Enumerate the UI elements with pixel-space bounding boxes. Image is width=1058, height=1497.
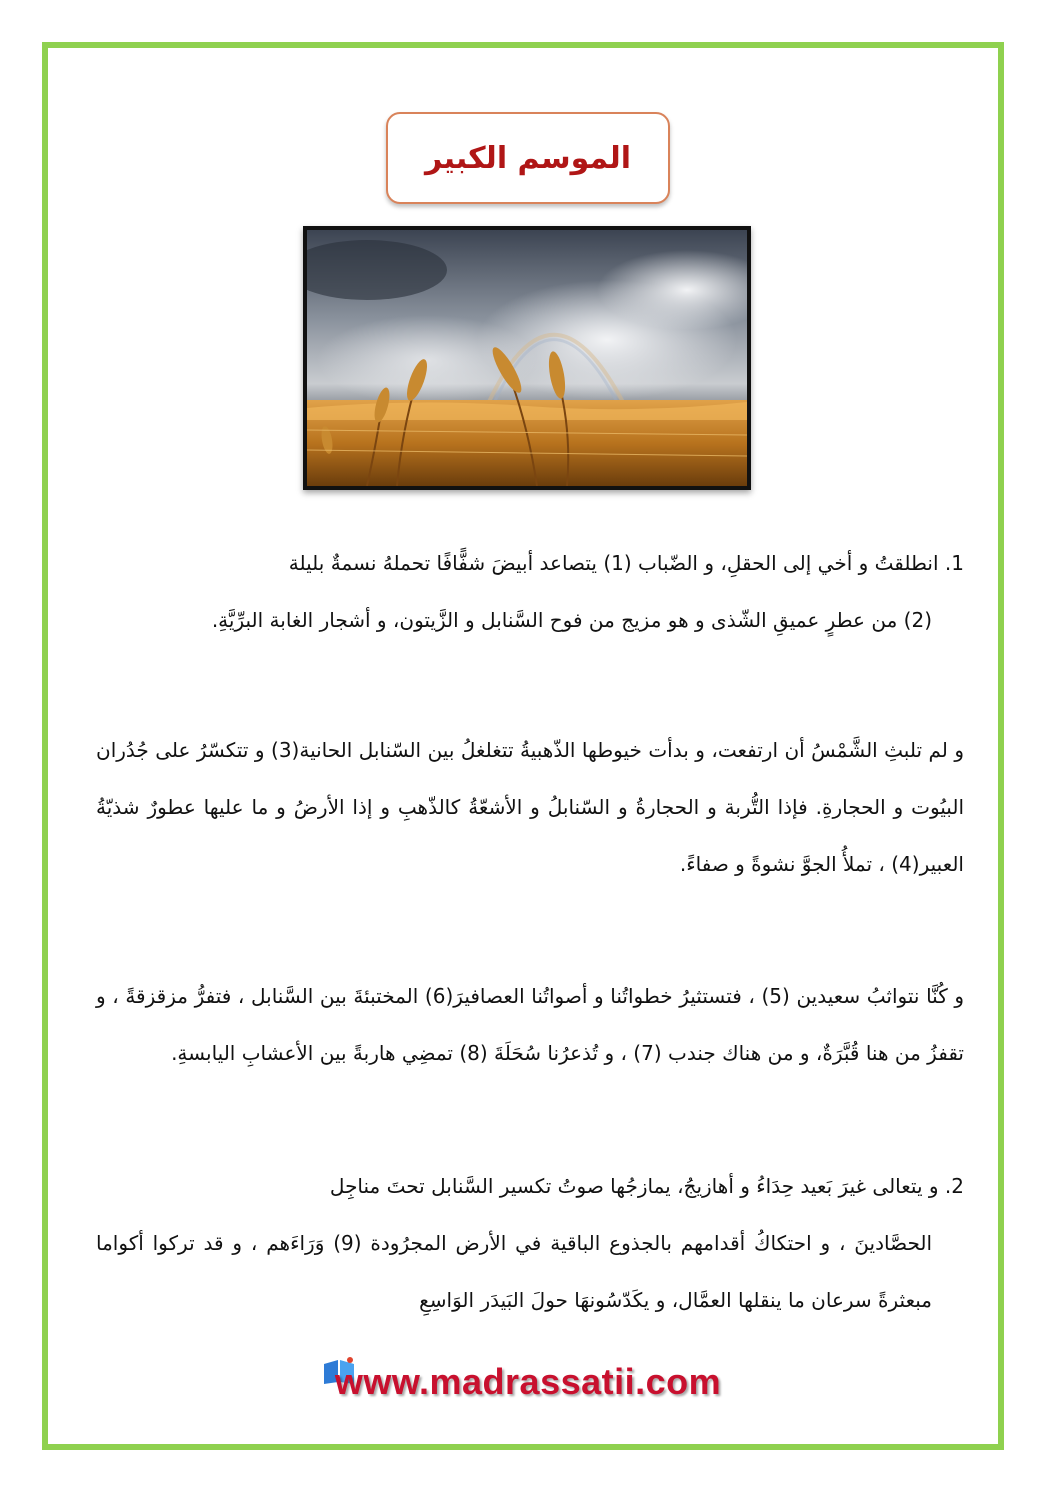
paragraph-1 — [96, 535, 964, 649]
paragraph-1-rest: (2) من عطرٍ عميقِ الشّذى و هو مزيج من فوح السَّنابل و الزَّيتون، و أشجار الغابة البرِّيَّةِ. — [211, 608, 932, 632]
paragraph-4-rest: الحصَّادينَ ، و احتكاكُ أقدامهم بالجذوع الباقية في الأرض المجرُودة (9) وَرَاءَهم ، و قد تركوا أكواما مبعثرةً سرعان ما ينقلها العمَّال، و يكَدّسُونهَا حولَ البَيدَر الوَاسِعِ — [96, 1231, 932, 1312]
paragraph-1-line-1: 1. انطلقتُ و أخي إلى الحقلِ، و الضّباب (1) يتصاعد أبيضَ شفًّافًا تحملهُ نسمةٌ بليلة — [288, 551, 964, 575]
paragraph-3-text: و كُنَّا نتواثبُ سعيدين (5) ، فتستثيرُ خطواتُنا و أصواتُنا العصافيرَ(6) المختبئةَ بين السَّنابل ، فتفرُّ مزقزقةً ، و تقفزُ من هنا قُبَّرَةٌ، و من هناك جندب (7) ، و تُذعرُنا سُحَلَةَ (8) تمضِي هاربةً بين الأعشابِ اليابسةِ. — [96, 984, 965, 1065]
paragraph-2-text: و لم تلبثِ الشَّمْسُ أن ارتفعت، و بدأت خيوطها الذّهبيةُ تتغلغلُ بين السّنابل الحانية(3) و تتكسّرُ على جُدُران البيُوت و الحجارةِ. فإذا التُّربة و الحجارةُ و السّنابلُ و الأشعّةُ كالذّهبِ و إذا الأرضُ و ما عليها عطورٌ شذيّةُ العبير(4) ، تملأُ الجوَّ نشوةً و صفاءً. — [96, 738, 965, 876]
paragraph-3 — [96, 968, 964, 1082]
page-title: الموسم الكبير — [424, 140, 632, 176]
paragraph-4-line-1: 2. و يتعالى غيرَ بَعيد حِدَاءُ و أهازيجُ، يمازجُها صوتُ تكسير السَّنابل تحتَ مناجِل — [329, 1174, 964, 1198]
website-url[interactable]: www.madrassatii.com — [334, 1361, 722, 1402]
website-link[interactable] — [326, 1358, 730, 1406]
paragraph-2 — [96, 722, 964, 893]
title-box — [386, 112, 670, 204]
paragraph-4 — [96, 1158, 964, 1329]
wheat-field-photo — [303, 226, 751, 490]
